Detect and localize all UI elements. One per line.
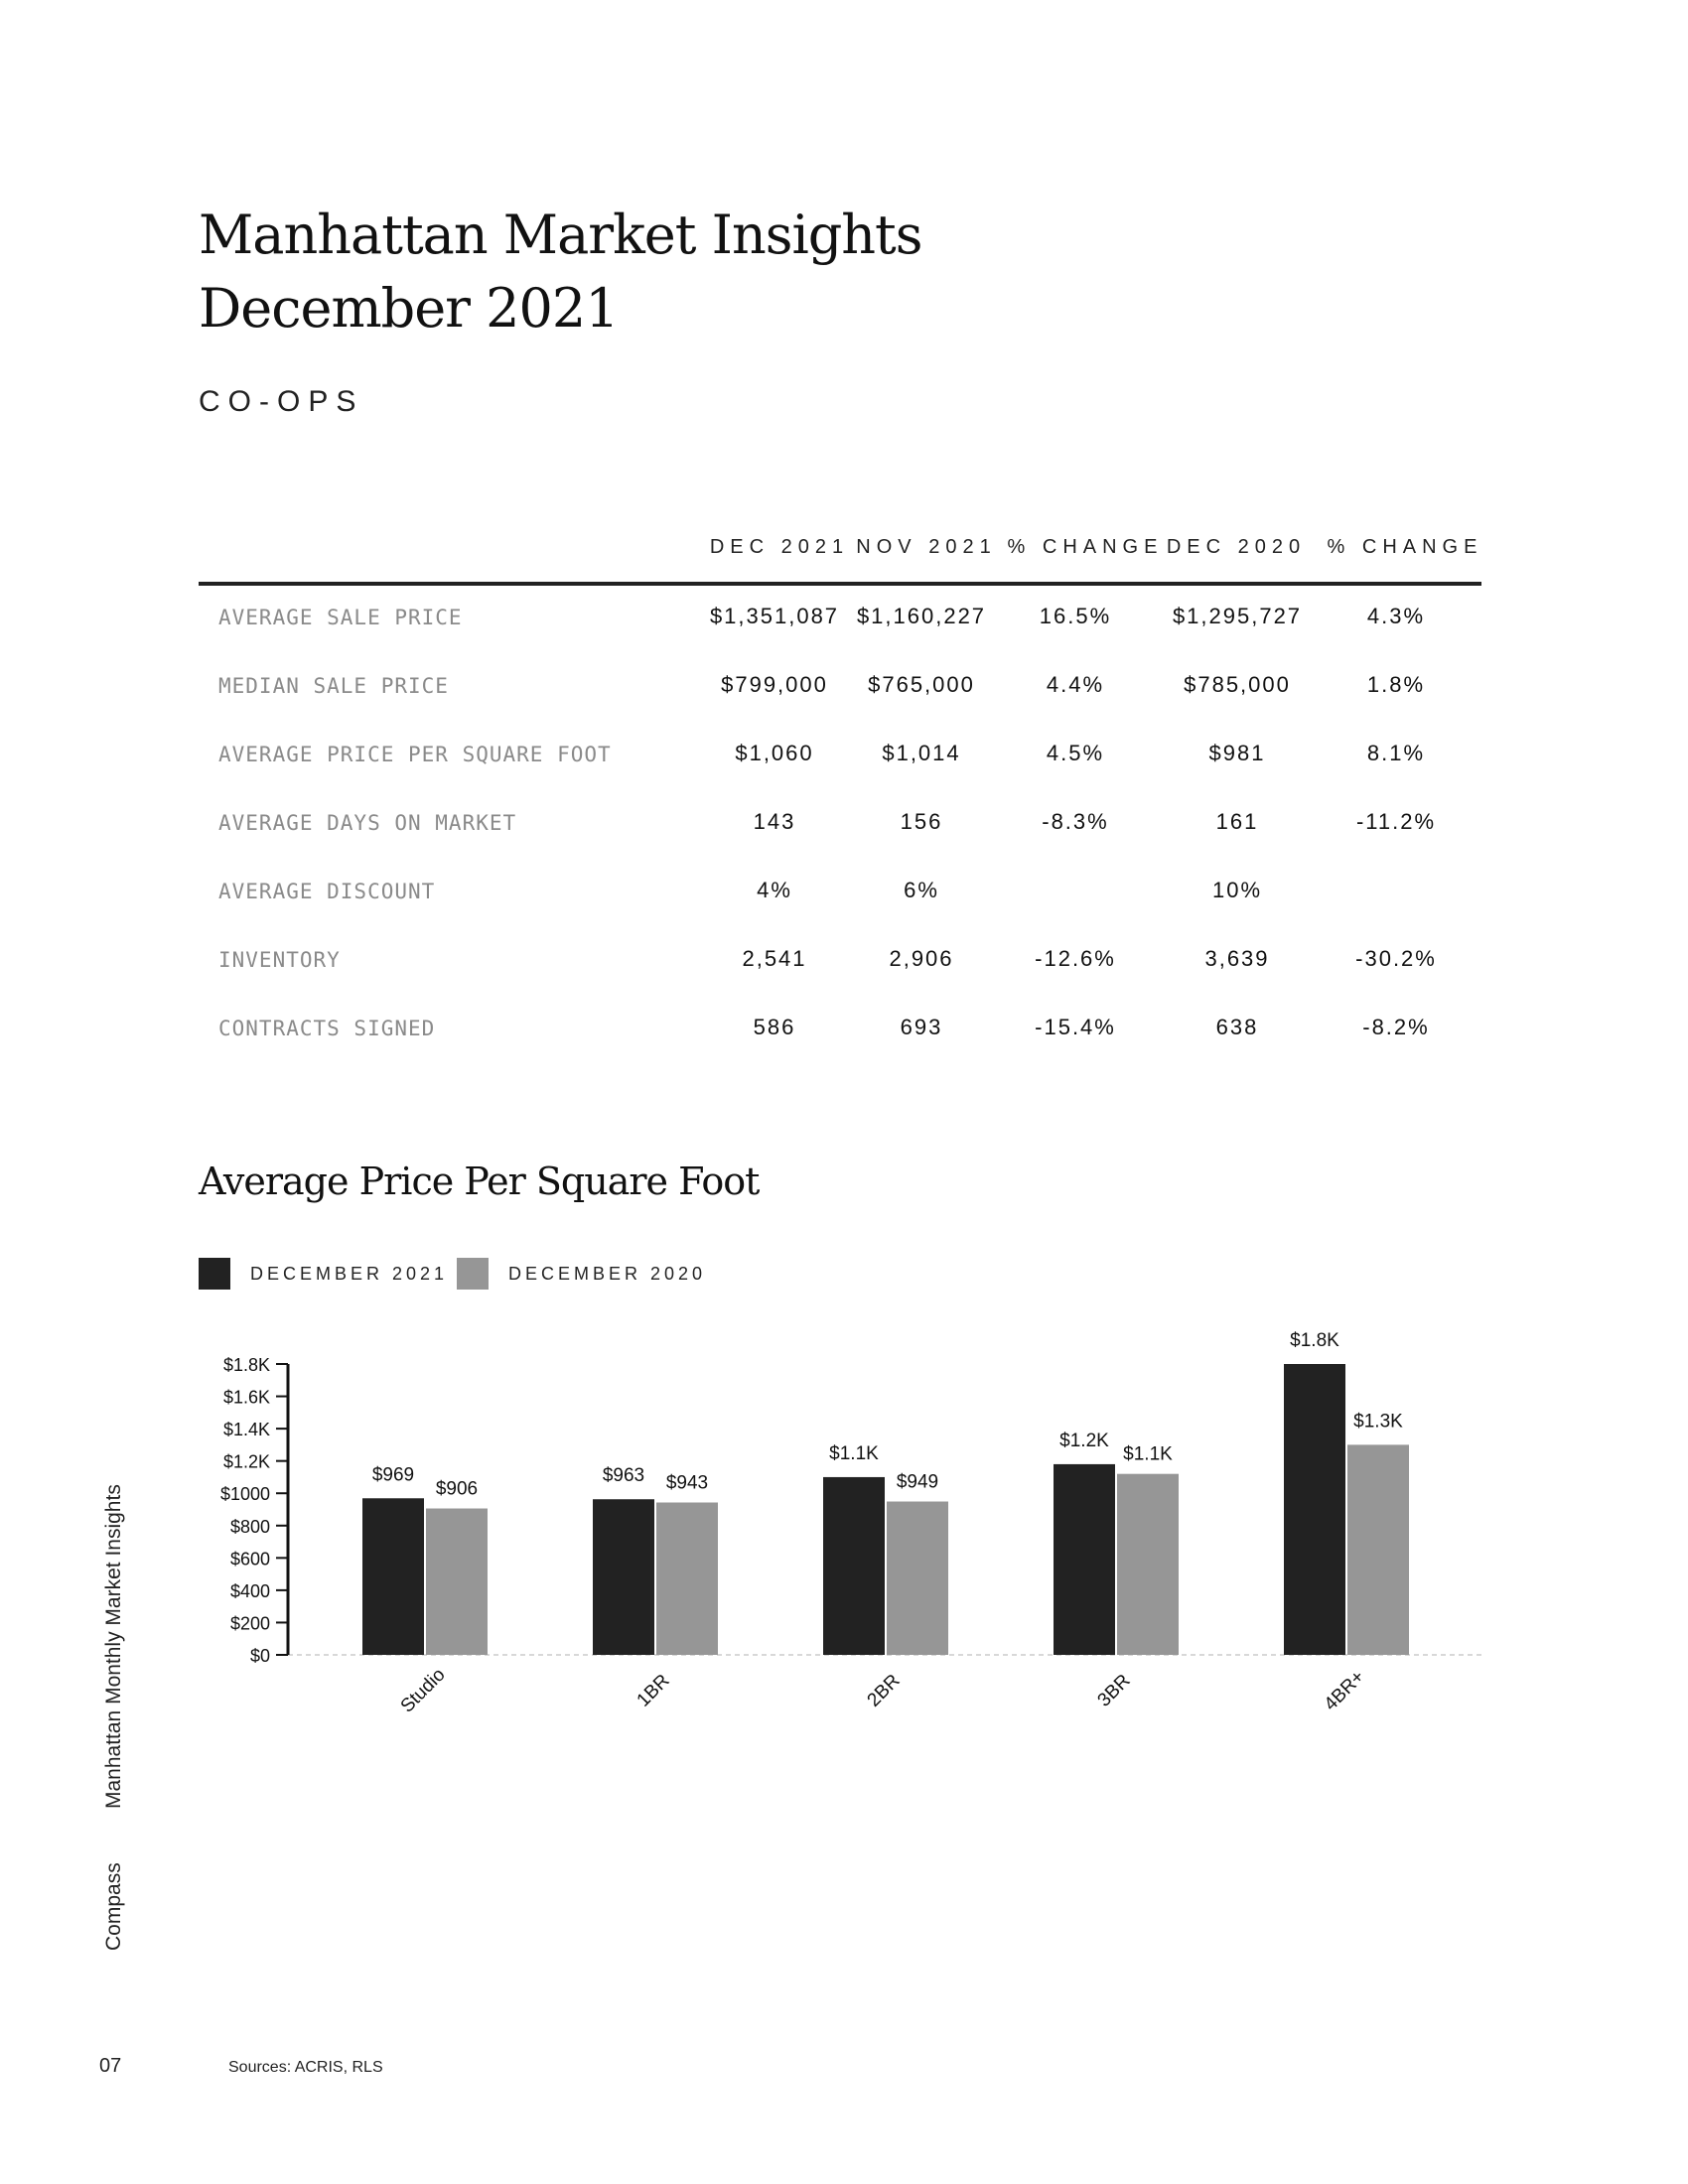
- data-label: $949: [896, 1471, 939, 1493]
- data-label: $1.1K: [1123, 1443, 1173, 1465]
- bar-1br-series-2: [656, 1503, 718, 1655]
- title-line-1: Manhattan Market Insights: [199, 204, 922, 266]
- x-tick-label: 4BR+: [1320, 1666, 1369, 1715]
- cell-nov-2021: $1,160,227: [856, 604, 987, 628]
- y-tick-label: $1.6K: [222, 1387, 270, 1408]
- side-publication-title: Manhattan Monthly Market Insights: [102, 1484, 125, 1809]
- column-header-nov-2021: NOV 2021: [856, 536, 997, 558]
- cell-change-month: -12.6%: [1035, 946, 1116, 971]
- chart-title: Average Price Per Square Foot: [199, 1160, 760, 1203]
- legend-item-december-2021: [199, 1258, 448, 1290]
- cell-dec-2021: $1,060: [735, 741, 814, 765]
- row-label: MEDIAN SALE PRICE: [218, 674, 449, 698]
- cell-dec-2020: $981: [1208, 741, 1266, 765]
- bar-studio-series-1: [362, 1498, 424, 1655]
- cell-change-month: 16.5%: [1039, 604, 1112, 628]
- y-tick-label: $200: [229, 1613, 270, 1634]
- data-label: $1.1K: [829, 1442, 879, 1464]
- y-tick-label: $1.8K: [222, 1355, 270, 1375]
- page-number: 07: [99, 2055, 122, 2077]
- cell-nov-2021: $765,000: [868, 672, 975, 697]
- data-label: $963: [602, 1465, 645, 1487]
- cell-change-month: 4.5%: [1046, 741, 1105, 765]
- cell-change-month: -15.4%: [1035, 1015, 1116, 1039]
- data-label: $943: [665, 1472, 709, 1494]
- section-label: CO-OPS: [199, 385, 364, 418]
- data-label: $1.2K: [1059, 1430, 1109, 1451]
- bar-1br-series-1: [593, 1499, 654, 1655]
- cell-dec-2020: 10%: [1211, 878, 1263, 902]
- data-label: $969: [371, 1464, 415, 1486]
- cell-dec-2020: $785,000: [1184, 672, 1291, 697]
- row-label: AVERAGE PRICE PER SQUARE FOOT: [218, 743, 612, 766]
- cell-change-year: 4.3%: [1366, 604, 1426, 628]
- title-line-2: December 2021: [199, 277, 619, 340]
- cell-dec-2020: $1,295,727: [1172, 604, 1303, 628]
- column-header-dec-2021: DEC 2021: [709, 536, 850, 558]
- y-tick-label: $1.2K: [222, 1451, 270, 1472]
- x-tick-label: 2BR: [863, 1670, 905, 1711]
- cell-change-month: -8.3%: [1042, 809, 1109, 834]
- bar-2br-series-2: [887, 1502, 948, 1655]
- x-tick-label: 1BR: [633, 1670, 674, 1711]
- bar-3br-series-1: [1054, 1464, 1115, 1655]
- cell-change-month: 4.4%: [1046, 672, 1105, 697]
- cell-dec-2021: 586: [753, 1015, 796, 1039]
- cell-dec-2021: $799,000: [721, 672, 828, 697]
- column-header-change-year: % CHANGE: [1327, 536, 1483, 558]
- legend-label-december-2020: DECEMBER 2020: [508, 1263, 707, 1284]
- bar-4br-series-1: [1284, 1364, 1345, 1655]
- cell-dec-2021: 2,541: [742, 946, 807, 971]
- y-tick-label: $800: [229, 1516, 270, 1537]
- legend-swatch-december-2020: [457, 1258, 489, 1290]
- cell-dec-2020: 3,639: [1204, 946, 1270, 971]
- data-label: $1.3K: [1353, 1411, 1403, 1433]
- column-header-dec-2020: DEC 2020: [1166, 536, 1307, 558]
- cell-dec-2021: $1,351,087: [709, 604, 840, 628]
- y-tick-label: $1000: [219, 1484, 270, 1505]
- cell-dec-2020: 638: [1215, 1015, 1259, 1039]
- bar-2br-series-1: [823, 1477, 885, 1655]
- y-tick-label: $400: [229, 1580, 270, 1601]
- cell-change-year: 8.1%: [1366, 741, 1426, 765]
- row-label: AVERAGE DISCOUNT: [218, 880, 436, 903]
- bar-4br-series-2: [1347, 1444, 1409, 1655]
- sources-note: Sources: ACRIS, RLS: [228, 2059, 383, 2076]
- cell-change-year: -11.2%: [1355, 809, 1437, 834]
- cell-dec-2021: 143: [753, 809, 796, 834]
- side-brand: Compass: [102, 1862, 125, 1951]
- x-tick-label: Studio: [396, 1664, 450, 1717]
- y-tick-label: $1.4K: [222, 1420, 270, 1440]
- price-per-sqft-bar-chart: [0, 1291, 1688, 1767]
- row-label: INVENTORY: [218, 948, 341, 972]
- data-label: $1.8K: [1290, 1330, 1339, 1351]
- legend-label-december-2021: DECEMBER 2021: [250, 1263, 449, 1284]
- row-label: AVERAGE DAYS ON MARKET: [218, 811, 517, 835]
- x-tick-label: 3BR: [1093, 1670, 1135, 1711]
- legend-swatch-december-2021: [199, 1258, 230, 1290]
- y-tick-label: $600: [229, 1549, 270, 1570]
- bar-3br-series-2: [1117, 1474, 1179, 1655]
- cell-nov-2021: 156: [900, 809, 943, 834]
- cell-nov-2021: 6%: [904, 878, 939, 902]
- cell-nov-2021: $1,014: [882, 741, 961, 765]
- cell-dec-2021: 4%: [757, 878, 792, 902]
- cell-change-year: -8.2%: [1362, 1015, 1430, 1039]
- cell-nov-2021: 693: [900, 1015, 943, 1039]
- cell-change-year: -30.2%: [1355, 946, 1437, 971]
- column-header-change-month: % CHANGE: [1007, 536, 1164, 558]
- page-title: [199, 199, 921, 345]
- legend-item-december-2020: [457, 1258, 706, 1290]
- y-tick-label: $0: [249, 1646, 270, 1666]
- table-header-rule: [199, 582, 1481, 586]
- row-label: AVERAGE SALE PRICE: [218, 606, 463, 629]
- row-label: CONTRACTS SIGNED: [218, 1017, 436, 1040]
- bar-studio-series-2: [426, 1509, 488, 1655]
- data-label: $906: [435, 1478, 479, 1500]
- cell-change-year: 1.8%: [1366, 672, 1426, 697]
- cell-dec-2020: 161: [1215, 809, 1259, 834]
- cell-nov-2021: 2,906: [889, 946, 954, 971]
